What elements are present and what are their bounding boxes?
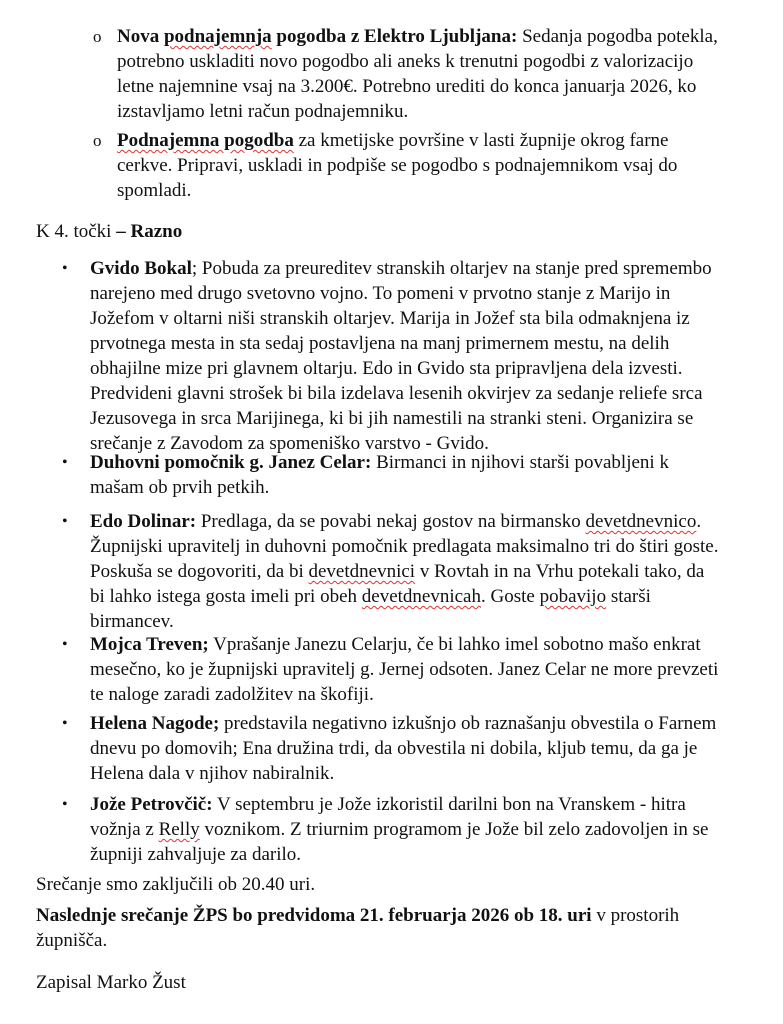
next-meeting-text: Naslednje srečanje ŽPS bo predvidoma 21. februarja 2026 ob 18. uri v prostorih (36, 905, 680, 926)
list-item-line: Edo Dolinar: Predlaga, da se povabi nekaj gostov na birmansko devetdnevnico. (90, 511, 702, 532)
section-heading: K 4. točki – Razno (36, 221, 183, 242)
list-item-line: mesečno, ko je župnijski upravitelj g. Jernej odsoten. Janez Celar ne more prevzeti (90, 659, 719, 680)
item-heading: Duhovni pomočnik g. Janez Celar: (90, 452, 372, 473)
list-item-line: Duhovni pomočnik g. Janez Celar: Birmanci in njihovi starši povabljeni k (90, 452, 669, 473)
list-item-line: potrebno uskladiti novo pogodbo ali aneks k trenutni pogodbi z valorizacijo (117, 51, 694, 72)
signature: Zapisal Marko Žust (36, 972, 186, 993)
item-heading: Podnajemna pogodba (117, 130, 294, 151)
circle-bullet-icon: o (93, 131, 102, 150)
list-item-line: Jože Petrovčič: V septembru je Jože izkoristil darilni bon na Vranskem - hitra (90, 794, 686, 815)
bullet-icon: • (62, 260, 68, 277)
bullet-icon: • (62, 636, 68, 653)
bullet-icon: • (62, 715, 68, 732)
bullet-icon: • (62, 513, 68, 530)
bullet-icon: • (62, 454, 68, 471)
list-item-line: narejeno med drugo svetovno vojno. To pomeni v prvotno stanje z Marijo in (90, 283, 671, 304)
list-item-line: Župnijski upravitelj in duhovni pomočnik predlagata maksimalno tri do štiri goste. (90, 536, 719, 557)
list-item-line: cerkve. Pripravi, uskladi in podpiše se pogodbo s podnajemnikom vsaj do (117, 155, 678, 176)
list-item-line: Predvideni glavni strošek bi bila izdelava lesenih okvirjev za sedanje reliefe srca (90, 383, 703, 404)
list-item-line: letne najemnine vsaj na 3.200€. Potrebno urediti do konca januarja 2026, ko (117, 76, 697, 97)
list-item-line: dnevu po domovih; Ena družina trdi, da obvestila ni dobila, kljub temu, da ga je (90, 738, 698, 759)
item-heading: Helena Nagode; (90, 713, 220, 734)
list-item-line: Gvido Bokal; Pobuda za preureditev stranskih oltarjev na stanje pred spremembo (90, 258, 712, 279)
list-item-line: te naloge zaradi zadolžitev na škofiji. (90, 684, 374, 705)
list-item-line: Jezusovega in srca Marijinega, ki bi jih namestili na stranki steni. Organizira se (90, 408, 694, 429)
list-item-line: vožnja z Relly voznikom. Z triurnim programom je Jože bil zelo zadovoljen in se (90, 819, 709, 840)
list-item-line: obhajilne mize pri glavnem oltarju. Edo in Gvido sta pripravljena dela izvesti. (90, 358, 683, 379)
bullet-icon: • (62, 796, 68, 813)
item-heading: Edo Dolinar: (90, 511, 197, 532)
list-item-line: prvotnega mesta in sta sedaj postavljena na manj primernem mestu, na delih (90, 333, 670, 354)
item-heading: Gvido Bokal (90, 258, 192, 279)
list-item-line: Mojca Treven; Vprašanje Janezu Celarju, če bi lahko imel sobotno mašo enkrat (90, 634, 701, 655)
list-item-line: izstavljamo letni račun podnajemniku. (117, 101, 409, 122)
item-heading: Mojca Treven; (90, 634, 209, 655)
meeting-end-text: Srečanje smo zaključili ob 20.40 uri. (36, 874, 316, 895)
list-item-line: Poskuša se dogovoriti, da bi devetdnevnici v Rovtah in na Vrhu potekali tako, da (90, 561, 705, 582)
list-item-line: Jožefom v oltarni niši stranskih oltarjev. Marija in Jožef sta bila odmaknjena iz (90, 308, 690, 329)
list-item-line: bi lahko istega gosta imeli pri obeh devetdnevnicah. Goste pobavijo starši (90, 586, 651, 607)
list-item-line: Nova podnajemnja pogodba z Elektro Ljubljana: Sedanja pogodba potekla, (117, 26, 718, 47)
item-heading: Nova podnajemnja pogodba z Elektro Ljubljana: (117, 26, 518, 47)
list-item-line: srečanje z Zavodom za spomeniško varstvo - Gvido. (90, 433, 489, 454)
next-meeting-text-cont: župnišča. (36, 930, 108, 951)
list-item-line: spomladi. (117, 180, 192, 201)
circle-bullet-icon: o (93, 27, 102, 46)
list-item-line: birmancev. (90, 611, 174, 632)
item-heading: Jože Petrovčič: (90, 794, 213, 815)
list-item-line: župniji zahvaljuje za darilo. (90, 844, 302, 865)
list-item-line: Helena dala v njihov nabiralnik. (90, 763, 335, 784)
list-item-line: Podnajemna pogodba za kmetijske površine v lasti župnije okrog farne (117, 130, 669, 151)
list-item-line: mašam ob prvih petkih. (90, 477, 270, 498)
list-item-line: Helena Nagode; predstavila negativno izkušnjo ob raznašanju obvestila o Farnem (90, 713, 717, 734)
